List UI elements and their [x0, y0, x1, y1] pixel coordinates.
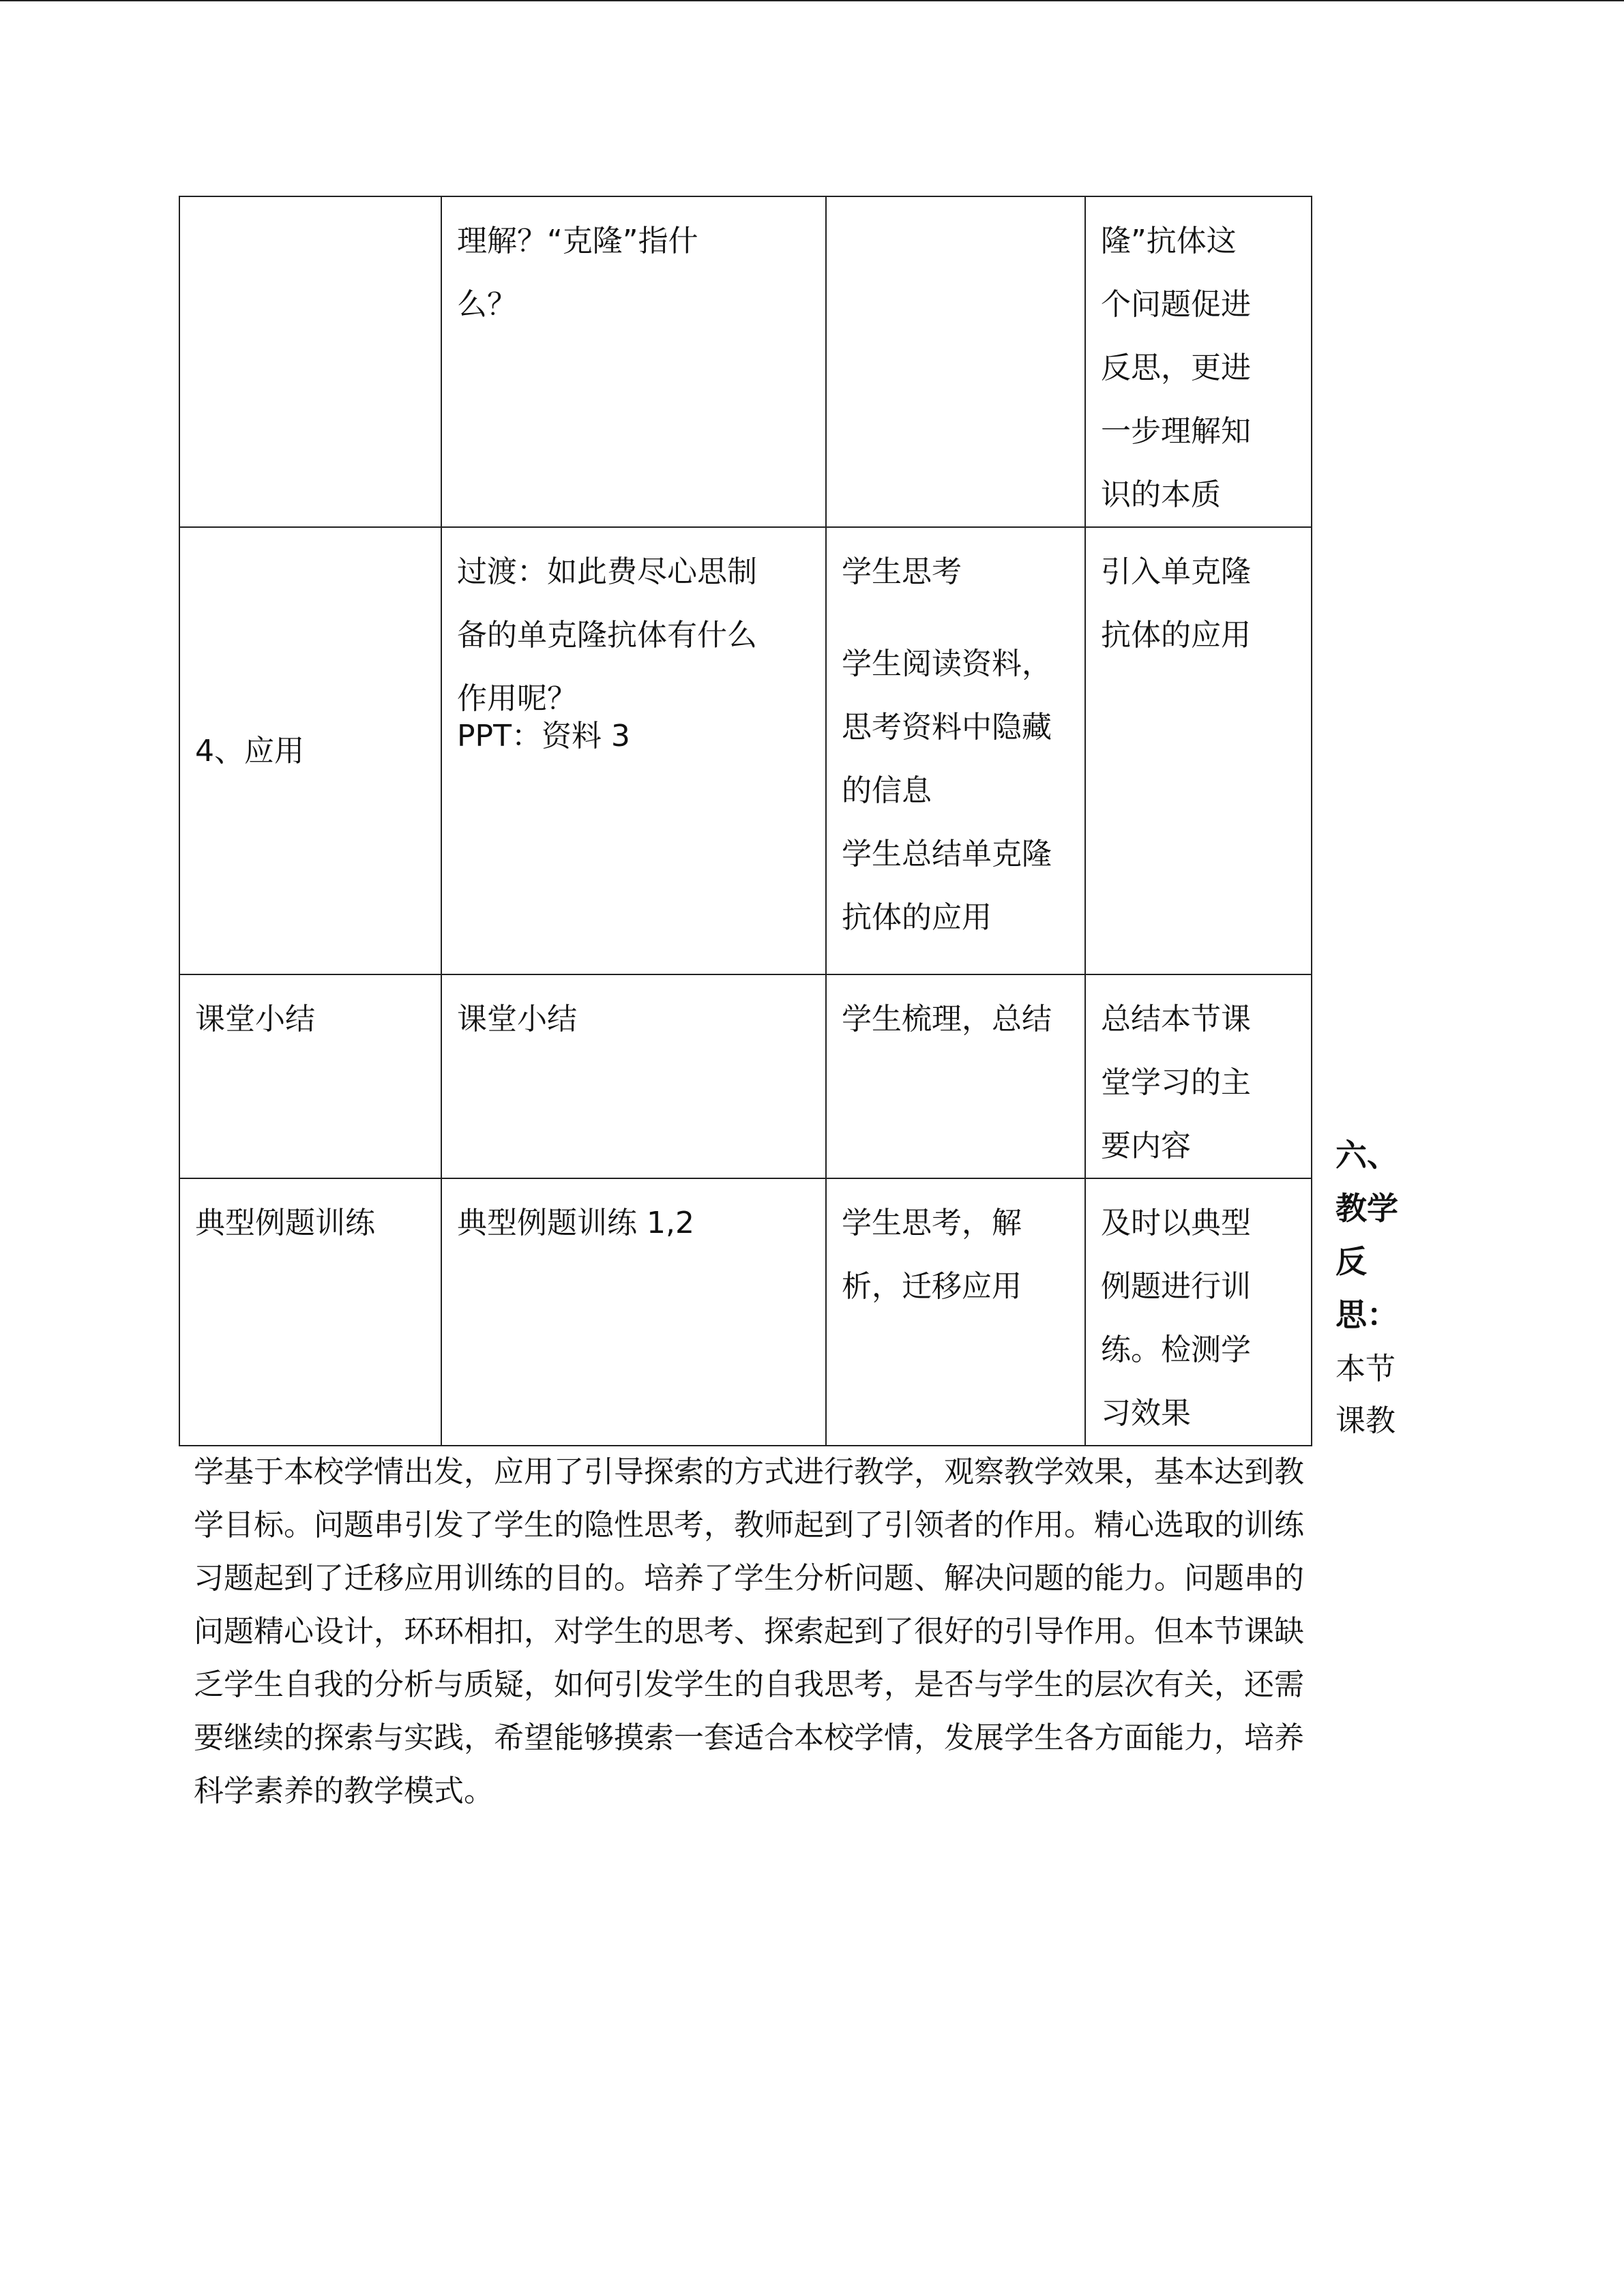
row2-intent-cell: [1085, 527, 1312, 974]
cell-text: 学生阅读资料，: [842, 646, 1052, 681]
paragraph-line: 要继续的探索与实践，希望能够摸索一套适合本校学情，发展学生各方面能力，培养: [194, 1720, 1304, 1755]
cell-text: 引入单克隆: [1101, 554, 1251, 589]
paragraph-line: 习题起到了迁移应用训练的目的。培养了学生分析问题、解决问题的能力。问题串的: [194, 1561, 1304, 1596]
row1-teacher-cell: [441, 196, 826, 527]
paragraph-line: 乏学生自我的分析与质疑，如何引发学生的自我思考，是否与学生的层次有关，还需: [194, 1667, 1304, 1702]
row4-teacher-cell: [441, 1178, 826, 1446]
cell-text: 典型例题训练: [195, 1206, 375, 1240]
cell-text: 及时以典型: [1101, 1206, 1251, 1240]
page-top-border: [0, 0, 1624, 1]
cell-text: 抗体的应用: [1101, 618, 1251, 653]
cell-text: 堂学习的主: [1101, 1065, 1251, 1100]
cell-text: 思考资料中隐藏: [842, 710, 1052, 745]
row1-stage-cell: [179, 196, 441, 527]
cell-text: 隆”抗体这: [1101, 224, 1237, 258]
row3-stage-cell: [179, 974, 441, 1178]
row4-stage-cell: [179, 1178, 441, 1446]
paragraph-line: 问题精心设计，环环相扣，对学生的思考、探索起到了很好的引导作用。但本节课缺: [194, 1614, 1304, 1649]
row2-stage-cell: [179, 527, 441, 974]
section-heading-teaching-reflection: [1335, 1129, 1411, 1341]
cell-text: 个问题促进: [1101, 287, 1251, 322]
cell-text: 的信息: [842, 773, 932, 808]
table-row: [179, 974, 1312, 1178]
cell-text: 要内容: [1101, 1129, 1191, 1163]
cell-text: 学生思考: [842, 554, 962, 589]
heading-line: 教学: [1335, 1190, 1398, 1227]
cell-text: 4、应用: [195, 733, 304, 769]
row4-student-cell: [826, 1178, 1085, 1446]
row2-teacher-cell: [441, 527, 826, 974]
heading-line: 反: [1335, 1243, 1367, 1280]
spacer: [842, 603, 1071, 632]
cell-text: 反思，更进: [1101, 351, 1251, 385]
heading-line: 六、: [1335, 1137, 1398, 1174]
cell-text: 课堂小结: [457, 1002, 577, 1037]
table-row: [179, 1178, 1312, 1446]
cell-text: 一步理解知: [1101, 414, 1251, 449]
cell-text: 析，迁移应用: [842, 1269, 1022, 1304]
side-text-line: 课教: [1335, 1403, 1396, 1438]
cell-text: 习效果: [1101, 1396, 1191, 1431]
cell-text: 课堂小结: [195, 1002, 315, 1037]
paragraph-line: 学目标。问题串引发了学生的隐性思考，教师起到了引领者的作用。精心选取的训练: [194, 1508, 1304, 1542]
row3-student-cell: [826, 974, 1085, 1178]
cell-text: 过渡：如此费尽心思制: [457, 554, 757, 589]
table-row: [179, 527, 1312, 974]
row2-student-cell: [826, 527, 1085, 974]
table-row: [179, 196, 1312, 527]
cell-text: 识的本质: [1101, 477, 1221, 512]
heading-line: 思：: [1335, 1296, 1398, 1333]
row1-intent-cell: [1085, 196, 1312, 527]
cell-text: 理解？“克隆”指什: [457, 224, 698, 258]
lesson-plan-table: [179, 196, 1312, 1446]
cell-text: 练。检测学: [1101, 1332, 1251, 1367]
cell-text: 学生梳理，总结: [842, 1002, 1052, 1037]
reflection-side-text: [1335, 1343, 1411, 1447]
cell-text: PPT：资料 3: [457, 719, 630, 754]
paragraph-line: 学基于本校学情出发，应用了引导探索的方式进行教学，观察教学效果，基本达到教: [194, 1455, 1304, 1489]
row4-intent-cell: [1085, 1178, 1312, 1446]
row1-student-cell: [826, 196, 1085, 527]
cell-text: 学生思考，解: [842, 1206, 1022, 1240]
cell-text: 作用呢？: [457, 681, 577, 716]
cell-text: 备的单克隆抗体有什么: [457, 618, 757, 653]
paragraph-line: 科学素养的教学模式。: [194, 1774, 494, 1808]
cell-text: 总结本节课: [1101, 1002, 1251, 1037]
row3-intent-cell: [1085, 974, 1312, 1178]
row3-teacher-cell: [441, 974, 826, 1178]
cell-text: 么？: [457, 287, 517, 322]
reflection-paragraph: [194, 1446, 1408, 1818]
cell-text: 例题进行训: [1101, 1269, 1251, 1304]
cell-text: 学生总结单克隆: [842, 837, 1052, 871]
cell-text: 抗体的应用: [842, 900, 992, 935]
cell-text: 典型例题训练 1,2: [457, 1206, 694, 1240]
side-text-line: 本节: [1335, 1352, 1396, 1386]
